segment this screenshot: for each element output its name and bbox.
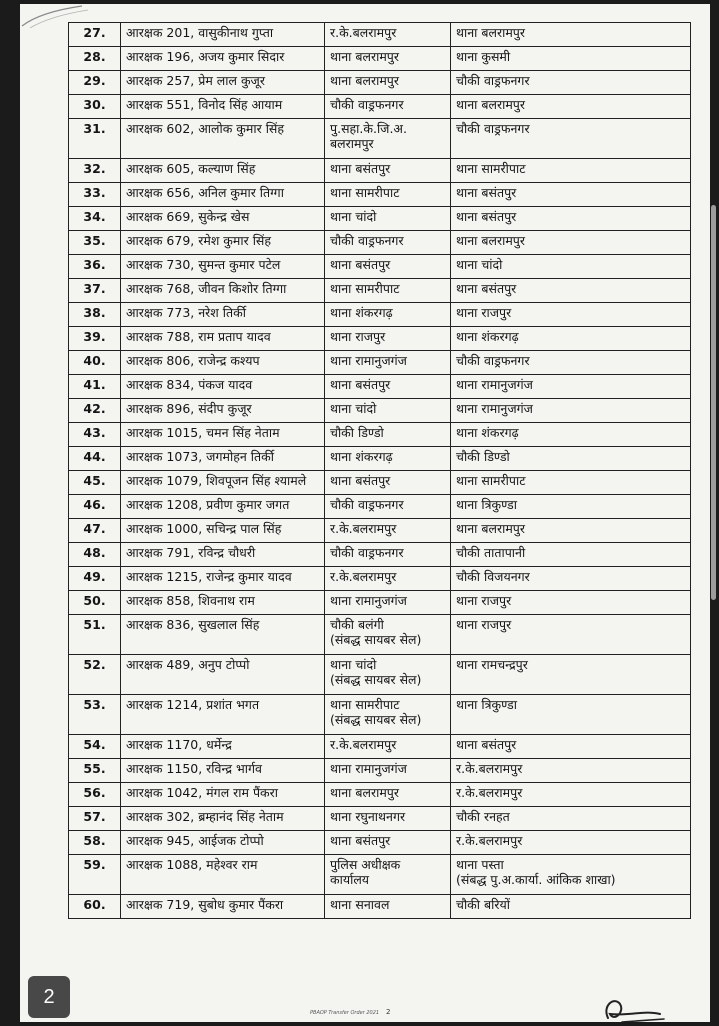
serial-number-cell: 50.	[69, 591, 121, 615]
table-row	[69, 255, 691, 279]
table-row	[69, 47, 691, 71]
serial-number-cell: 40.	[69, 351, 121, 375]
employee-name-cell: आरक्षक 788, राम प्रताप यादव	[121, 327, 325, 351]
table-row	[69, 119, 691, 159]
new-posting-text: थाना बलरामपुर	[456, 521, 526, 536]
table-row	[69, 95, 691, 119]
current-posting-text: थाना सामरीपाट	[330, 281, 400, 296]
employee-name-cell: आरक्षक 945, आईजक टोप्पो	[121, 831, 325, 855]
current-posting-text: थाना बलरामपुर	[330, 785, 400, 800]
current-posting-cell	[325, 695, 451, 735]
new-posting-text: थाना बलरामपुर	[456, 25, 526, 40]
serial-number-cell: 27.	[69, 23, 121, 47]
table-row	[69, 895, 691, 919]
table-row	[69, 71, 691, 95]
new-posting-cell	[451, 855, 691, 895]
table-row	[69, 655, 691, 695]
employee-name-cell: आरक्षक 669, सुकेन्द्र खेस	[121, 207, 325, 231]
current-posting-text: थाना सामरीपाट	[330, 697, 400, 712]
new-posting-text: थाना त्रिकुण्डा	[456, 697, 517, 712]
employee-name-cell: आरक्षक 1215, राजेन्द्र कुमार यादव	[121, 567, 325, 591]
current-posting-cell	[325, 807, 451, 831]
employee-name-cell: आरक्षक 679, रमेश कुमार सिंह	[121, 231, 325, 255]
new-posting-cell	[451, 655, 691, 695]
new-posting-cell	[451, 303, 691, 327]
serial-number-cell: 46.	[69, 495, 121, 519]
table-row	[69, 495, 691, 519]
transfer-table	[68, 22, 691, 919]
viewer-page-indicator: 2	[28, 976, 70, 1018]
viewer-scrollbar[interactable]	[711, 205, 716, 600]
serial-number-cell: 49.	[69, 567, 121, 591]
current-posting-cell	[325, 399, 451, 423]
table-row	[69, 231, 691, 255]
current-posting-cell	[325, 423, 451, 447]
serial-number-cell: 37.	[69, 279, 121, 303]
new-posting-text: थाना सामरीपाट	[456, 473, 526, 488]
current-posting-cell	[325, 615, 451, 655]
new-posting-text: थाना कुसमी	[456, 49, 511, 64]
current-posting-cell	[325, 71, 451, 95]
current-posting-text: थाना रामानुजगंज	[330, 353, 407, 368]
new-posting-text: र.के.बलरामपुर	[456, 785, 523, 800]
current-posting-cell	[325, 375, 451, 399]
new-posting-cell	[451, 47, 691, 71]
current-posting-cell	[325, 447, 451, 471]
new-posting-cell	[451, 231, 691, 255]
table-row	[69, 423, 691, 447]
employee-name-cell: आरक्षक 834, पंकज यादव	[121, 375, 325, 399]
transfer-table-body	[69, 23, 691, 919]
current-posting-text: थाना बलरामपुर	[330, 49, 400, 64]
new-posting-cell	[451, 831, 691, 855]
employee-name-cell: आरक्षक 1073, जगमोहन तिर्की	[121, 447, 325, 471]
new-posting-text: (संबद्ध पु.अ.कार्या. आंकिक शाखा)	[456, 872, 616, 887]
employee-name-cell: आरक्षक 1042, मंगल राम पैंकरा	[121, 783, 325, 807]
new-posting-text: थाना रामानुजगंज	[456, 401, 533, 416]
new-posting-cell	[451, 71, 691, 95]
table-row	[69, 807, 691, 831]
new-posting-cell	[451, 759, 691, 783]
serial-number-cell: 60.	[69, 895, 121, 919]
current-posting-cell	[325, 855, 451, 895]
table-row	[69, 279, 691, 303]
current-posting-text: थाना बसंतपुर	[330, 377, 391, 392]
employee-name-cell: आरक्षक 806, राजेन्द्र कश्यप	[121, 351, 325, 375]
serial-number-cell: 35.	[69, 231, 121, 255]
employee-name-cell: आरक्षक 602, आलोक कुमार सिंह	[121, 119, 325, 159]
current-posting-text: थाना सामरीपाट	[330, 185, 400, 200]
employee-name-cell: आरक्षक 896, संदीप कुजूर	[121, 399, 325, 423]
serial-number-cell: 56.	[69, 783, 121, 807]
new-posting-text: थाना रामचन्द्रपुर	[456, 657, 528, 672]
serial-number-cell: 45.	[69, 471, 121, 495]
table-row	[69, 695, 691, 735]
current-posting-cell	[325, 655, 451, 695]
employee-name-cell: आरक्षक 1208, प्रवीण कुमार जगत	[121, 495, 325, 519]
employee-name-cell: आरक्षक 791, रविन्द्र चौधरी	[121, 543, 325, 567]
new-posting-text: थाना पस्ता	[456, 857, 504, 872]
serial-number-cell: 47.	[69, 519, 121, 543]
employee-name-cell: आरक्षक 196, अजय कुमार सिदार	[121, 47, 325, 71]
footer-page-number: 2	[386, 1008, 391, 1016]
new-posting-text: थाना बलरामपुर	[456, 97, 526, 112]
table-row	[69, 23, 691, 47]
table-row	[69, 543, 691, 567]
new-posting-text: र.के.बलरामपुर	[456, 833, 523, 848]
footer-note: PBAOP Transfer Order 2021	[310, 1010, 380, 1016]
new-posting-cell	[451, 735, 691, 759]
table-row	[69, 567, 691, 591]
current-posting-text: कार्यालय	[330, 872, 370, 887]
current-posting-text: थाना शंकरगढ़	[330, 305, 393, 320]
new-posting-text: थाना बसंतपुर	[456, 209, 517, 224]
new-posting-cell	[451, 895, 691, 919]
employee-name-cell: आरक्षक 1015, चमन सिंह नेताम	[121, 423, 325, 447]
serial-number-cell: 51.	[69, 615, 121, 655]
document-page	[20, 4, 710, 1022]
new-posting-text: चौकी रनहत	[456, 809, 510, 824]
current-posting-text: बलरामपुर	[330, 136, 374, 151]
new-posting-text: थाना सामरीपाट	[456, 161, 526, 176]
current-posting-text: थाना शंकरगढ़	[330, 449, 393, 464]
current-posting-cell	[325, 159, 451, 183]
current-posting-cell	[325, 255, 451, 279]
table-row	[69, 831, 691, 855]
new-posting-cell	[451, 567, 691, 591]
new-posting-cell	[451, 95, 691, 119]
table-row	[69, 399, 691, 423]
serial-number-cell: 41.	[69, 375, 121, 399]
serial-number-cell: 48.	[69, 543, 121, 567]
new-posting-cell	[451, 695, 691, 735]
current-posting-text: चौकी वाड्रफनगर	[330, 545, 404, 560]
new-posting-text: थाना बसंतपुर	[456, 185, 517, 200]
new-posting-cell	[451, 807, 691, 831]
current-posting-cell	[325, 831, 451, 855]
new-posting-text: थाना राजपुर	[456, 305, 512, 320]
new-posting-text: थाना त्रिकुण्डा	[456, 497, 517, 512]
employee-name-cell: आरक्षक 1088, महेश्वर राम	[121, 855, 325, 895]
current-posting-text: चौकी डिण्डो	[330, 425, 384, 440]
current-posting-cell	[325, 119, 451, 159]
new-posting-cell	[451, 327, 691, 351]
table-row	[69, 351, 691, 375]
serial-number-cell: 38.	[69, 303, 121, 327]
current-posting-cell	[325, 495, 451, 519]
current-posting-text: थाना बसंतपुर	[330, 833, 391, 848]
serial-number-cell: 53.	[69, 695, 121, 735]
current-posting-text: चौकी बलंगी	[330, 617, 384, 632]
current-posting-text: र.के.बलरामपुर	[330, 569, 397, 584]
employee-name-cell: आरक्षक 1150, रविन्द्र भार्गव	[121, 759, 325, 783]
serial-number-cell: 31.	[69, 119, 121, 159]
employee-name-cell: आरक्षक 1214, प्रशांत भगत	[121, 695, 325, 735]
current-posting-cell	[325, 895, 451, 919]
table-row	[69, 759, 691, 783]
new-posting-cell	[451, 519, 691, 543]
new-posting-cell	[451, 399, 691, 423]
employee-name-cell: आरक्षक 489, अनुप टोप्पो	[121, 655, 325, 695]
new-posting-cell	[451, 23, 691, 47]
serial-number-cell: 54.	[69, 735, 121, 759]
employee-name-cell: आरक्षक 773, नरेश तिर्की	[121, 303, 325, 327]
current-posting-text: थाना चांदो	[330, 657, 377, 672]
serial-number-cell: 58.	[69, 831, 121, 855]
new-posting-text: थाना राजपुर	[456, 617, 512, 632]
new-posting-cell	[451, 351, 691, 375]
employee-name-cell: आरक्षक 1079, शिवपूजन सिंह श्यामले	[121, 471, 325, 495]
new-posting-cell	[451, 543, 691, 567]
serial-number-cell: 30.	[69, 95, 121, 119]
current-posting-cell	[325, 279, 451, 303]
serial-number-cell: 57.	[69, 807, 121, 831]
current-posting-cell	[325, 303, 451, 327]
current-posting-cell	[325, 47, 451, 71]
current-posting-cell	[325, 183, 451, 207]
current-posting-text: र.के.बलरामपुर	[330, 521, 397, 536]
new-posting-text: चौकी विजयनगर	[456, 569, 530, 584]
current-posting-text: चौकी वाड्रफनगर	[330, 97, 404, 112]
current-posting-text: थाना बसंतपुर	[330, 473, 391, 488]
serial-number-cell: 28.	[69, 47, 121, 71]
current-posting-cell	[325, 519, 451, 543]
employee-name-cell: आरक्षक 656, अनिल कुमार तिग्गा	[121, 183, 325, 207]
current-posting-text: र.के.बलरामपुर	[330, 737, 397, 752]
current-posting-cell	[325, 735, 451, 759]
new-posting-cell	[451, 591, 691, 615]
table-row	[69, 615, 691, 655]
current-posting-text: थाना चांदो	[330, 209, 377, 224]
new-posting-cell	[451, 423, 691, 447]
new-posting-text: चौकी बरियों	[456, 897, 510, 912]
new-posting-text: थाना चांदो	[456, 257, 503, 272]
employee-name-cell: आरक्षक 302, ब्रम्हानंद सिंह नेताम	[121, 807, 325, 831]
new-posting-text: थाना बसंतपुर	[456, 281, 517, 296]
new-posting-text: थाना राजपुर	[456, 593, 512, 608]
current-posting-text: थाना रघुनाथनगर	[330, 809, 406, 824]
table-row	[69, 471, 691, 495]
table-row	[69, 783, 691, 807]
current-posting-text: थाना रामानुजगंज	[330, 593, 407, 608]
new-posting-text: चौकी तातापानी	[456, 545, 526, 560]
table-row	[69, 327, 691, 351]
new-posting-text: थाना बसंतपुर	[456, 737, 517, 752]
current-posting-cell	[325, 567, 451, 591]
current-posting-cell	[325, 783, 451, 807]
handwritten-signature	[600, 992, 670, 1022]
employee-name-cell: आरक्षक 858, शिवनाथ राम	[121, 591, 325, 615]
new-posting-cell	[451, 471, 691, 495]
new-posting-text: र.के.बलरामपुर	[456, 761, 523, 776]
current-posting-cell	[325, 231, 451, 255]
new-posting-cell	[451, 615, 691, 655]
current-posting-text: थाना रामानुजगंज	[330, 761, 407, 776]
current-posting-text: थाना सनावल	[330, 897, 390, 912]
employee-name-cell: आरक्षक 719, सुबोध कुमार पैंकरा	[121, 895, 325, 919]
serial-number-cell: 42.	[69, 399, 121, 423]
serial-number-cell: 36.	[69, 255, 121, 279]
employee-name-cell: आरक्षक 768, जीवन किशोर तिग्गा	[121, 279, 325, 303]
current-posting-text: थाना चांदो	[330, 401, 377, 416]
new-posting-cell	[451, 207, 691, 231]
new-posting-cell	[451, 447, 691, 471]
serial-number-cell: 34.	[69, 207, 121, 231]
employee-name-cell: आरक्षक 1000, सचिन्द्र पाल सिंह	[121, 519, 325, 543]
serial-number-cell: 39.	[69, 327, 121, 351]
table-row	[69, 591, 691, 615]
current-posting-cell	[325, 591, 451, 615]
current-posting-cell	[325, 759, 451, 783]
current-posting-cell	[325, 543, 451, 567]
employee-name-cell: आरक्षक 605, कल्याण सिंह	[121, 159, 325, 183]
current-posting-text: (संबद्ध सायबर सेल)	[330, 632, 422, 647]
current-posting-text: थाना बसंतपुर	[330, 161, 391, 176]
new-posting-cell	[451, 279, 691, 303]
new-posting-text: थाना बलरामपुर	[456, 233, 526, 248]
new-posting-text: थाना शंकरगढ़	[456, 425, 519, 440]
new-posting-cell	[451, 375, 691, 399]
new-posting-text: चौकी डिण्डो	[456, 449, 510, 464]
new-posting-cell	[451, 159, 691, 183]
serial-number-cell: 33.	[69, 183, 121, 207]
serial-number-cell: 32.	[69, 159, 121, 183]
current-posting-text: थाना राजपुर	[330, 329, 386, 344]
current-posting-cell	[325, 351, 451, 375]
employee-name-cell: आरक्षक 836, सुखलाल सिंह	[121, 615, 325, 655]
new-posting-text: चौकी वाड्रफनगर	[456, 73, 530, 88]
employee-name-cell: आरक्षक 551, विनोद सिंह आयाम	[121, 95, 325, 119]
new-posting-text: चौकी वाड्रफनगर	[456, 121, 530, 136]
current-posting-cell	[325, 95, 451, 119]
employee-name-cell: आरक्षक 201, वासुकीनाथ गुप्ता	[121, 23, 325, 47]
current-posting-text: थाना बसंतपुर	[330, 257, 391, 272]
current-posting-cell	[325, 207, 451, 231]
new-posting-text: थाना शंकरगढ़	[456, 329, 519, 344]
table-row	[69, 519, 691, 543]
current-posting-cell	[325, 327, 451, 351]
table-row	[69, 735, 691, 759]
employee-name-cell: आरक्षक 1170, धर्मेन्द्र	[121, 735, 325, 759]
current-posting-text: (संबद्ध सायबर सेल)	[330, 672, 422, 687]
serial-number-cell: 44.	[69, 447, 121, 471]
current-posting-text: पुलिस अधीक्षक	[330, 857, 401, 872]
employee-name-cell: आरक्षक 730, सुमन्त कुमार पटेल	[121, 255, 325, 279]
serial-number-cell: 29.	[69, 71, 121, 95]
new-posting-cell	[451, 783, 691, 807]
current-posting-text: चौकी वाड्रफनगर	[330, 233, 404, 248]
table-row	[69, 447, 691, 471]
current-posting-text: पु.सहा.के.जि.अ.	[330, 121, 407, 136]
serial-number-cell: 55.	[69, 759, 121, 783]
table-row	[69, 855, 691, 895]
current-posting-text: चौकी वाड्रफनगर	[330, 497, 404, 512]
table-row	[69, 375, 691, 399]
new-posting-text: थाना रामानुजगंज	[456, 377, 533, 392]
serial-number-cell: 52.	[69, 655, 121, 695]
employee-name-cell: आरक्षक 257, प्रेम लाल कुजूर	[121, 71, 325, 95]
serial-number-cell: 43.	[69, 423, 121, 447]
table-row	[69, 207, 691, 231]
new-posting-cell	[451, 255, 691, 279]
new-posting-cell	[451, 183, 691, 207]
current-posting-text: (संबद्ध सायबर सेल)	[330, 712, 422, 727]
serial-number-cell: 59.	[69, 855, 121, 895]
current-posting-cell	[325, 471, 451, 495]
new-posting-cell	[451, 119, 691, 159]
current-posting-cell	[325, 23, 451, 47]
table-row	[69, 183, 691, 207]
current-posting-text: थाना बलरामपुर	[330, 73, 400, 88]
table-row	[69, 303, 691, 327]
new-posting-text: चौकी वाड्रफनगर	[456, 353, 530, 368]
new-posting-cell	[451, 495, 691, 519]
table-row	[69, 159, 691, 183]
current-posting-text: र.के.बलरामपुर	[330, 25, 397, 40]
